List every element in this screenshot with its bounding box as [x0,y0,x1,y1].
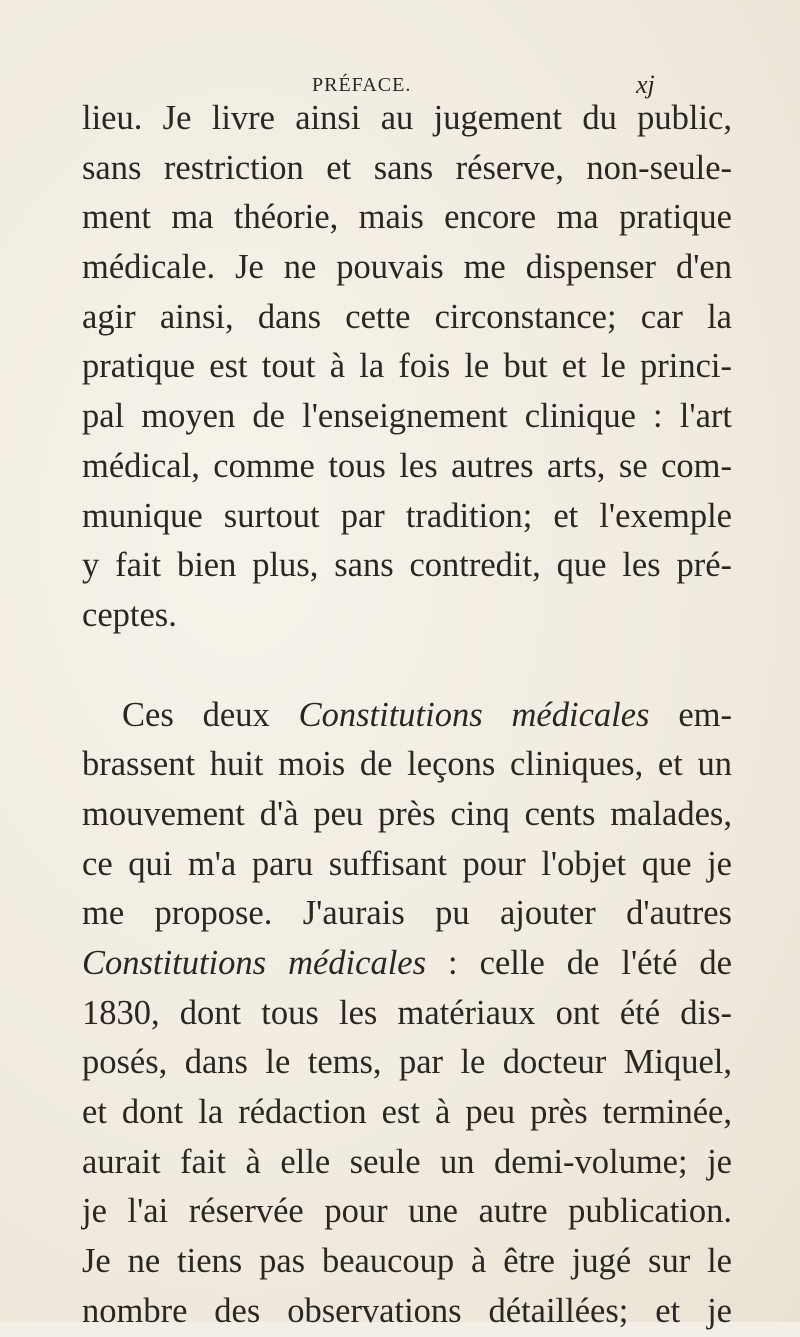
text-line: ceptes. [82,595,177,634]
text-line: munique surtout par tradition; et l'exemple [82,496,732,535]
text-line: et dont la rédaction est à peu près terminée, [82,1093,732,1132]
text-line: posés, dans le tems, par le docteur Miquel, [82,1043,732,1082]
paragraph-1 [82,94,732,641]
paragraph-gap [82,641,732,691]
text-line [82,691,732,741]
text-run: Ces deux [122,695,299,734]
italic-title: Constitutions médicales [82,944,427,982]
body-text [82,94,732,1337]
text-line: pratique est tout à la fois le but et le princi- [82,347,732,386]
italic-title: Constitutions médicales [298,695,650,734]
text-line: y fait bien plus, sans contredit, que les pré- [82,546,732,585]
text-line: ment ma théorie, mais encore ma pratique [82,198,732,237]
text-line: je l'ai réservée pour une autre publication. [82,1192,732,1231]
page-header [0,56,800,99]
text-line: ce qui m'a paru suffisant pour l'objet que je [82,844,732,883]
text-run: : celle de l'été de [426,944,732,982]
text-line: agir ainsi, dans cette circonstance; car la [82,297,732,336]
text-line: aurait fait à elle seule un demi-volume; je [82,1142,732,1181]
text-line: lieu. Je livre ainsi au jugement du public, [82,99,732,137]
paragraph-2 [82,691,732,1337]
text-line [82,939,732,989]
text-run: em- [649,695,732,734]
text-line: 1830, dont tous les matériaux ont été dis- [82,993,732,1032]
text-line: sans restriction et sans réserve, non-seule- [82,148,732,187]
text-line: nombre des observations détaillées; et je [82,1291,732,1330]
running-head: PRÉFACE. [312,74,412,96]
text-line: pal moyen de l'enseignement clinique : l'art [82,397,732,436]
text-line: mouvement d'à peu près cinq cents malades, [82,794,732,833]
text-line: médicale. Je ne pouvais me dispenser d'en [82,248,732,287]
page-number: xj [636,70,655,99]
text-line: brassent huit mois de leçons cliniques, et un [82,745,732,784]
text-line: Je ne tiens pas beaucoup à être jugé sur le [82,1242,732,1281]
text-line: médical, comme tous les autres arts, se com- [82,446,732,485]
text-line: me propose. J'aurais pu ajouter d'autres [82,894,732,933]
